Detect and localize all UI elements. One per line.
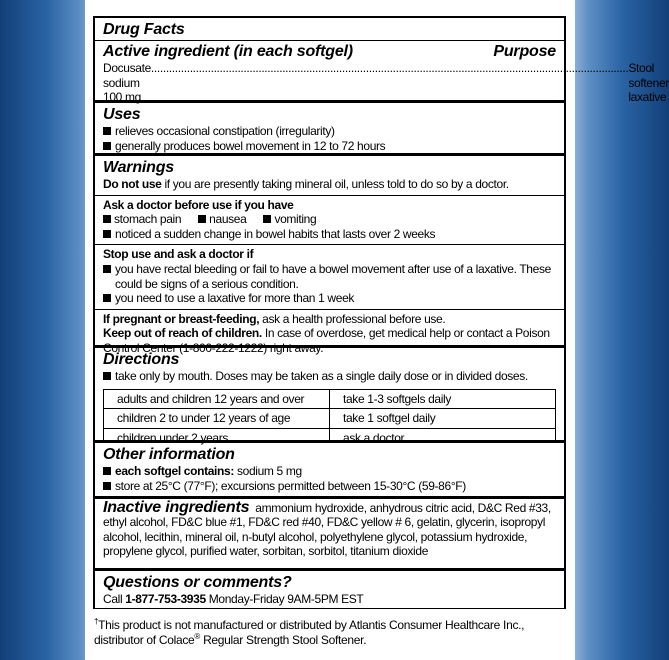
uses-section	[95, 103, 564, 153]
bullet-icon	[263, 215, 271, 223]
bullet-icon	[103, 265, 111, 273]
list-item: take only by mouth. Doses may be taken as a single daily dose or in divided doses.	[103, 369, 556, 384]
list-item: store at 25°C (77°F); excursions permitted between 15-30°C (59-86°F)	[103, 479, 556, 494]
list-item: each softgel contains: sodium 5 mg	[103, 464, 556, 479]
inactive-ingredients-list: ammonium hydroxide, anhydrous citric acid, D&C Red #33, ethyl alcohol, FD&C blue #1, FD&C red #40, FD&C yellow # 6, gelatin, glycerin, isopropyl alcohol, lecithin, mineral oil, n-butyl alcohol, polyethylene glycol, potassium hydroxide, propylene glycol, purified water, sorbitan, sorbitol, titanium dioxide	[103, 501, 551, 559]
footnote: †This product is not manufactured or distributed by Atlantis Consumer Healthcare Inc., distributor of Colace® Regular Strength Stool Softener.	[94, 617, 525, 647]
phone-number: 1-877-753-3935	[125, 592, 206, 606]
table-row: adults and children 12 years and over take 1-3 softgels daily	[104, 389, 556, 409]
directions-section	[95, 348, 564, 445]
active-heading-row	[103, 42, 556, 61]
pregnancy-warning: If pregnant or breast-feeding, ask a health professional before use.	[103, 311, 446, 326]
bullet-icon	[103, 372, 111, 380]
drug-facts-title: Drug Facts	[103, 21, 185, 38]
uses-heading: Uses	[103, 106, 141, 123]
list-item: you have rectal bleeding or fail to have a bowel movement after use of a laxative. These could be signs of a serious condition.	[103, 262, 556, 291]
list-item: generally produces bowel movement in 12 to 72 hours	[103, 139, 556, 154]
list-item: you need to use a laxative for more than 1 week	[103, 291, 556, 306]
list-item: relieves occasional constipation (irregularity)	[103, 124, 556, 139]
table-row: children 2 to under 12 years of age take 1 softgel daily	[104, 409, 556, 429]
drug-facts-panel	[93, 16, 669, 609]
stop-use-heading: Stop use and ask a doctor if	[103, 247, 254, 262]
divider	[95, 244, 564, 245]
questions-section	[95, 571, 564, 608]
divider	[95, 309, 564, 310]
contact-line: Call 1-877-753-3935 Monday-Friday 9AM-5PM EST	[103, 592, 364, 606]
bullet-icon	[103, 230, 111, 238]
directions-heading: Directions	[103, 351, 180, 368]
keep-out-of-reach-warning: Keep out of reach of children. In case of overdose, get medical help or contact a Poison Control Center (1-800-222-1222) right away.	[103, 326, 550, 355]
do-not-use-text: Do not use if you are presently taking mineral oil, unless told to do so by a doctor.	[103, 177, 509, 191]
divider	[95, 195, 564, 196]
bullet-icon	[103, 467, 111, 475]
divider	[95, 40, 564, 41]
bullet-icon	[103, 142, 111, 150]
bullet-icon	[103, 215, 111, 223]
dosage-table	[103, 389, 556, 449]
active-ingredient-purpose: Stool softener laxative	[628, 61, 669, 105]
active-ingredient-heading: Active ingredient (in each softgel)	[103, 43, 353, 60]
bullet-icon	[103, 127, 111, 135]
active-ingredient-name: Docusate sodium 100 mg	[103, 61, 151, 105]
bullet-icon	[103, 482, 111, 490]
questions-heading: Questions or comments?	[103, 574, 292, 591]
active-ingredient-row	[103, 61, 669, 105]
inactive-ingredients-heading: Inactive ingredients	[103, 499, 250, 516]
bullet-icon	[103, 294, 111, 302]
dagger-mark: †	[94, 617, 99, 626]
inactive-ingredients-section	[95, 499, 564, 568]
dot-leader: ................................................................................................................................................................	[150, 61, 629, 75]
bullet-icon	[198, 215, 206, 223]
active-ingredient-section	[95, 18, 669, 105]
ask-doctor-heading: Ask a doctor before use if you have	[103, 197, 294, 212]
other-information-heading: Other information	[103, 446, 235, 463]
list-item: noticed a sudden change in bowel habits that lasts over 2 weeks	[103, 227, 556, 242]
ask-doctor-symptoms: stomach pain nausea vomiting	[103, 212, 556, 227]
warnings-heading: Warnings	[103, 159, 175, 176]
warnings-section	[95, 156, 564, 355]
table-row: children under 2 years ask a doctor	[104, 428, 556, 448]
registered-mark: ®	[194, 632, 201, 641]
other-information-section	[95, 443, 564, 496]
purpose-heading: Purpose	[493, 43, 556, 60]
